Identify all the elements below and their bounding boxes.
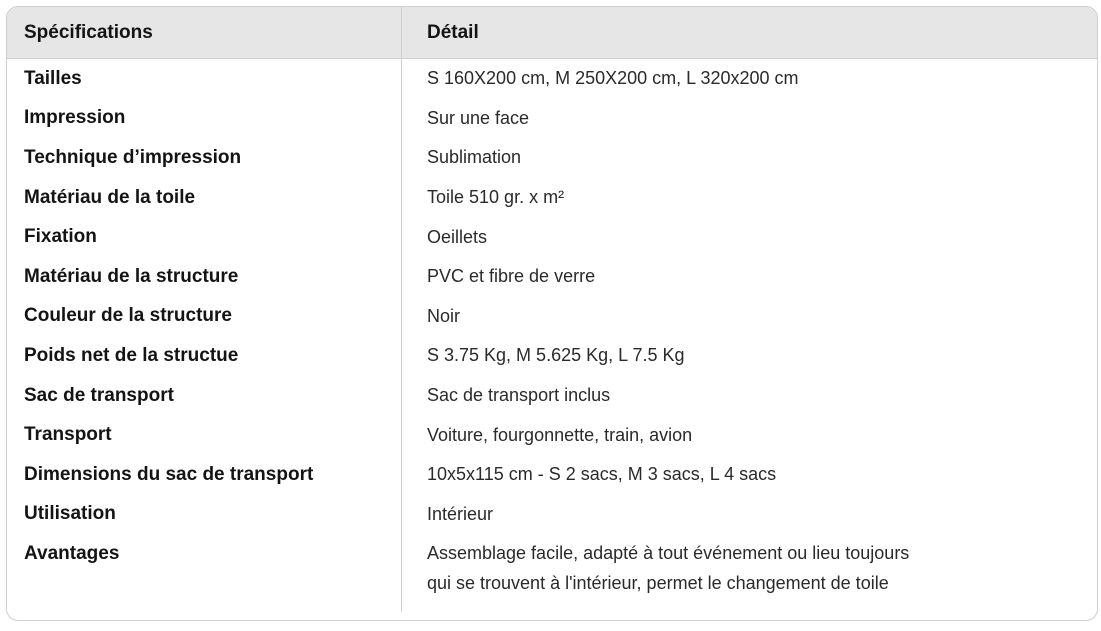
- spec-label: Fixation: [7, 217, 402, 257]
- spec-label: Avantages: [7, 534, 402, 612]
- spec-label: Couleur de la structure: [7, 297, 402, 337]
- detail-line-1: Assemblage facile, adapté à tout événement ou lieu toujours: [427, 543, 910, 564]
- table-row: [7, 178, 1097, 218]
- spec-label: Matériau de la structure: [7, 257, 402, 297]
- table-row: [7, 415, 1097, 455]
- spec-detail: S 3.75 Kg, M 5.625 Kg, L 7.5 Kg: [427, 345, 685, 366]
- table-body: [7, 59, 1097, 612]
- header-specifications: Spécifications: [7, 7, 402, 58]
- table-row: [7, 297, 1097, 337]
- spec-detail: 10x5x115 cm - S 2 sacs, M 3 sacs, L 4 sacs: [427, 464, 777, 485]
- detail-line-2: qui se trouvent à l'intérieur, permet le changement de toile: [427, 573, 889, 594]
- spec-detail: Intérieur: [427, 503, 494, 524]
- spec-detail-multiline: [402, 534, 1097, 612]
- spec-detail: Sublimation: [427, 147, 522, 168]
- table-row: [7, 138, 1097, 178]
- table-row-avantages: [7, 534, 1097, 612]
- spec-label: Transport: [7, 415, 402, 455]
- spec-detail: Oeillets: [427, 226, 488, 247]
- specifications-table: [6, 6, 1098, 621]
- spec-label: Sac de transport: [7, 376, 402, 416]
- table-row: [7, 217, 1097, 257]
- spec-detail: Sur une face: [427, 107, 530, 128]
- spec-detail: Toile 510 gr. x m²: [427, 187, 565, 208]
- table-row: [7, 257, 1097, 297]
- table-row: [7, 336, 1097, 376]
- spec-detail: Noir: [427, 305, 461, 326]
- spec-detail: Sac de transport inclus: [427, 385, 611, 406]
- spec-label: Tailles: [7, 59, 402, 99]
- table-row: [7, 495, 1097, 535]
- spec-detail: S 160X200 cm, M 250X200 cm, L 320x200 cm: [427, 68, 799, 89]
- spec-label: Impression: [7, 99, 402, 139]
- table-header-row: [7, 7, 1097, 59]
- table-row: [7, 99, 1097, 139]
- table-row: [7, 59, 1097, 99]
- spec-detail: PVC et fibre de verre: [427, 266, 596, 287]
- spec-label: Matériau de la toile: [7, 178, 402, 218]
- spec-label: Dimensions du sac de transport: [7, 455, 402, 495]
- spec-label: Poids net de la structue: [7, 336, 402, 376]
- spec-label: Utilisation: [7, 495, 402, 535]
- header-detail: Détail: [427, 21, 479, 43]
- spec-label: Technique d’impression: [7, 138, 402, 178]
- spec-detail: Voiture, fourgonnette, train, avion: [427, 424, 693, 445]
- table-row: [7, 376, 1097, 416]
- table-row: [7, 455, 1097, 495]
